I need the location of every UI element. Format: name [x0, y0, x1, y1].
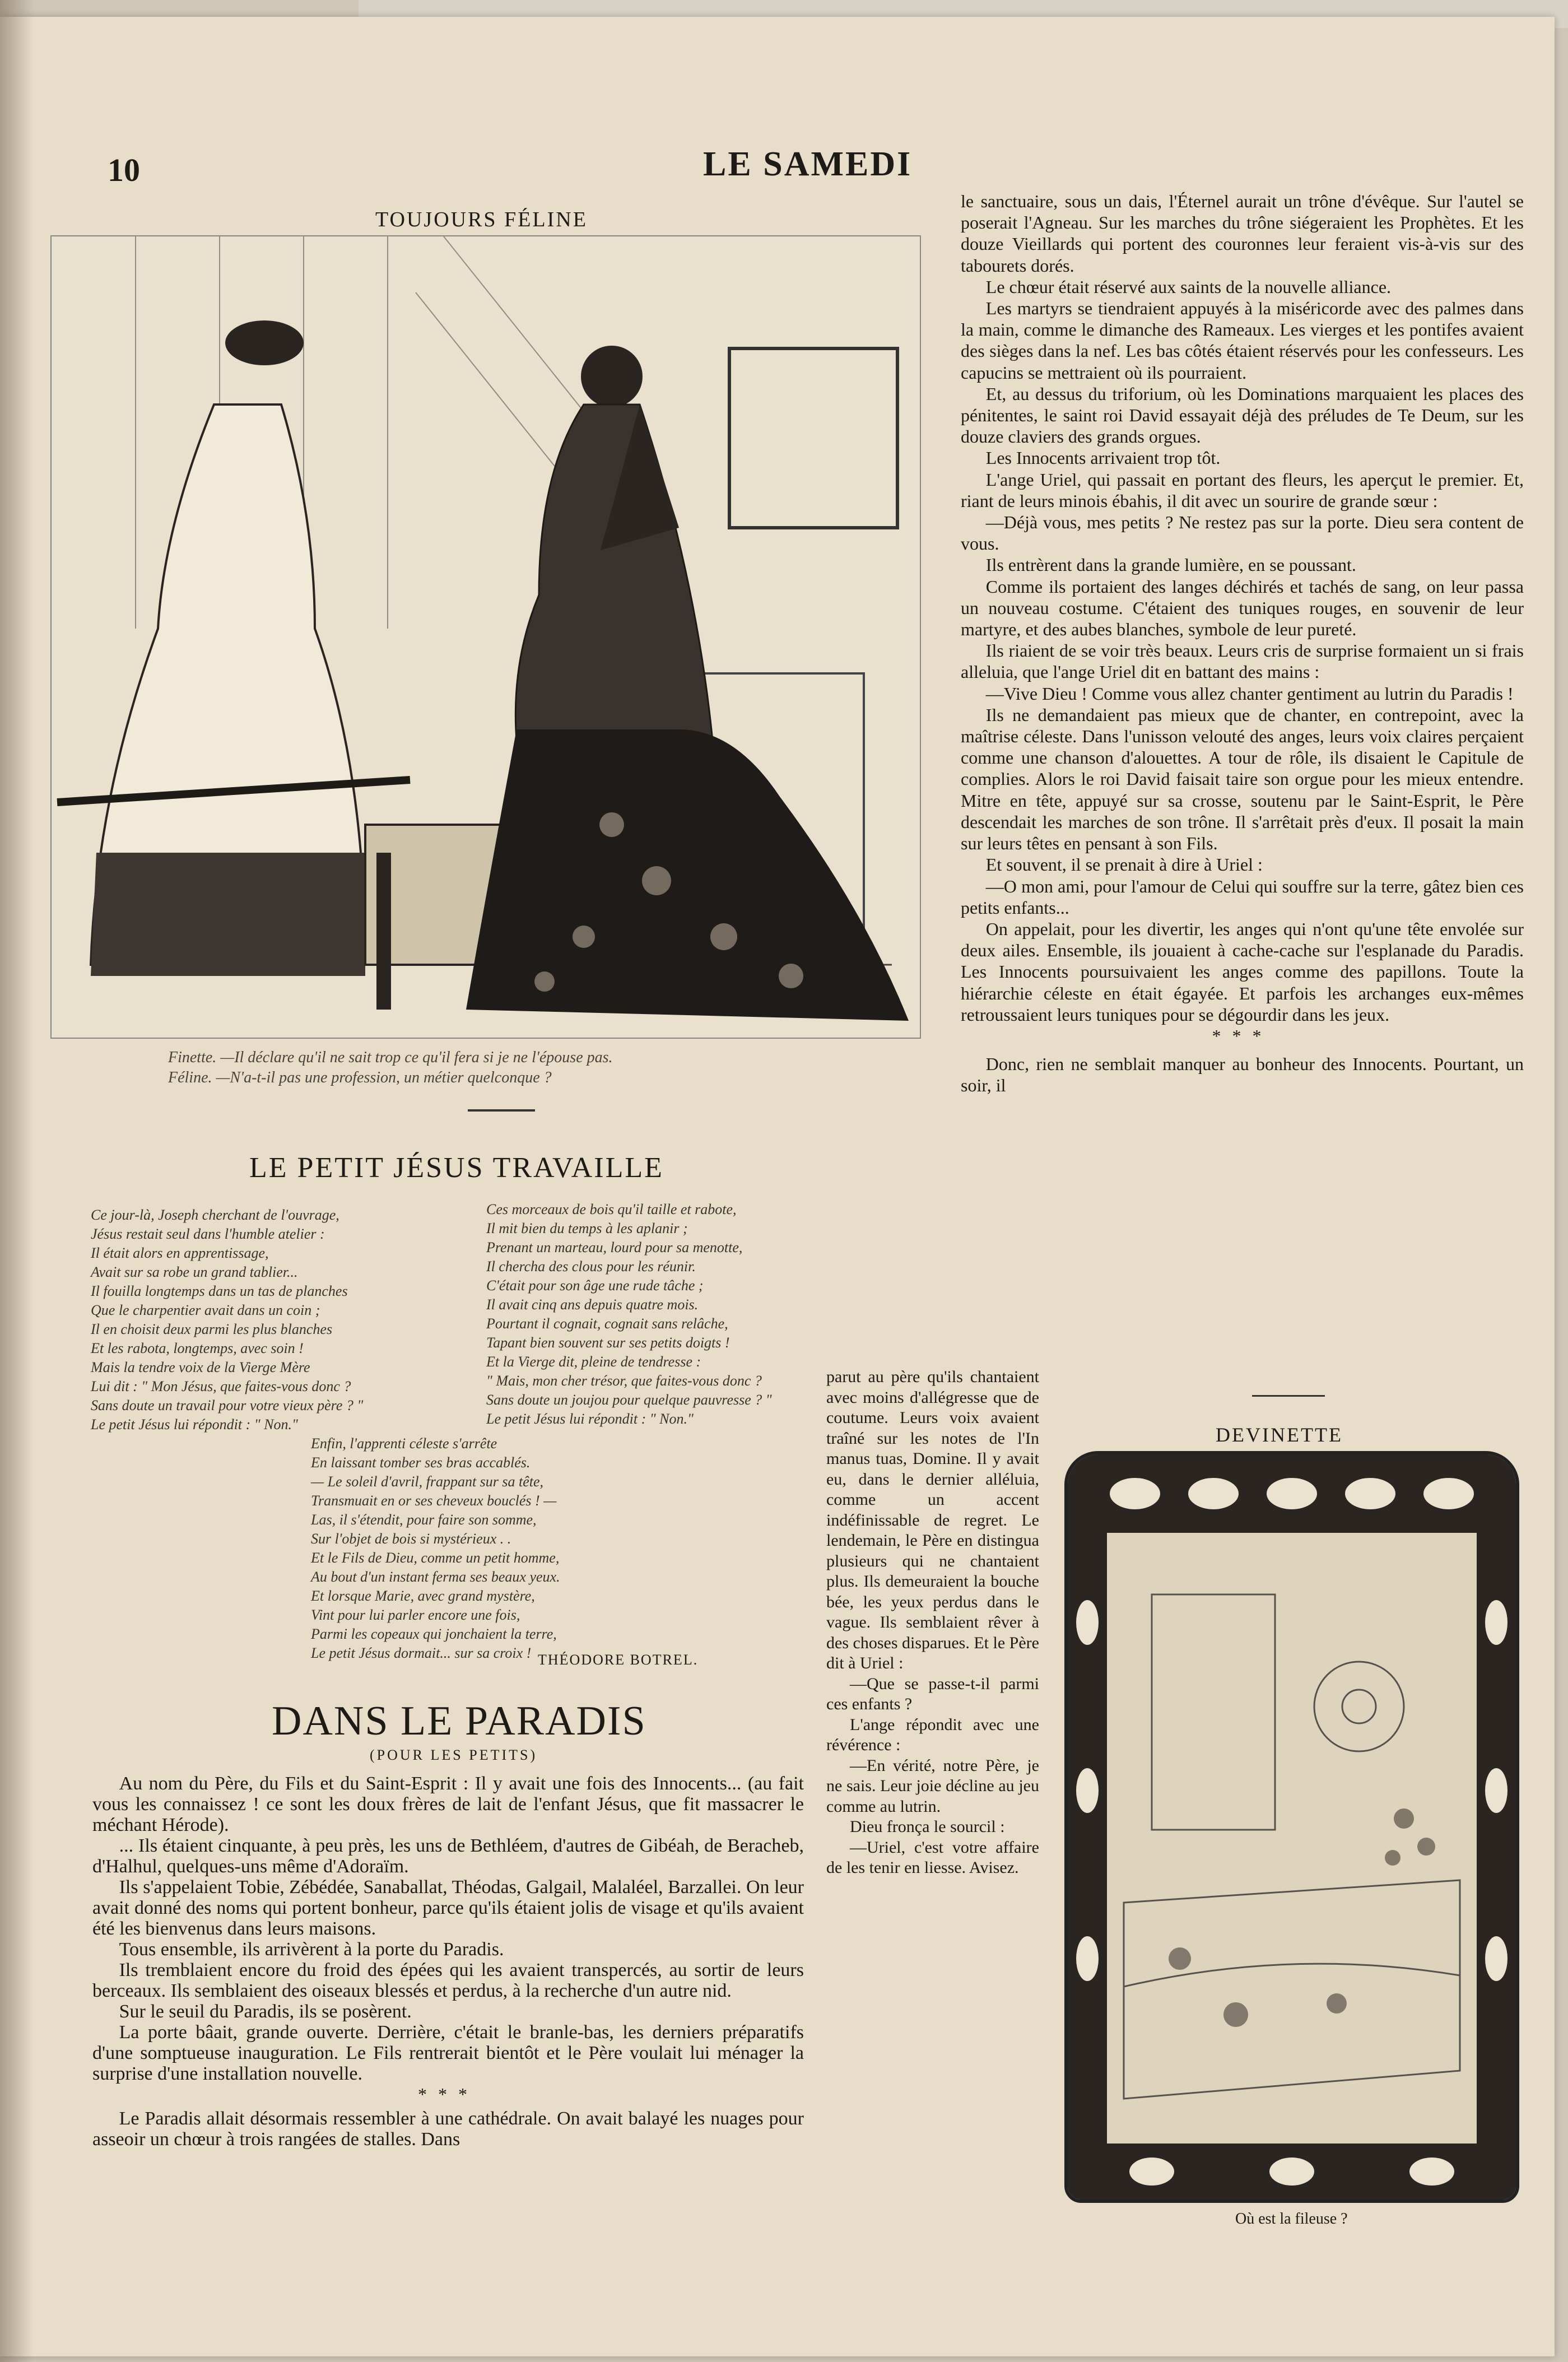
paragraph: —O mon ami, pour l'amour de Celui qui souffre sur la terre, gâtez bien ces petits enfants... — [961, 876, 1524, 918]
poem-title: LE PETIT JÉSUS TRAVAILLE — [249, 1152, 664, 1184]
paragraph: Le chœur était réservé aux saints de la nouvelle alliance. — [985, 276, 1392, 297]
paragraph: le sanctuaire, sous un dais, l'Éternel aurait un trône d'évêque. Sur l'autel se poserait l'Agneau. Sur les marches du trône siégeraient les Prophètes. Et les douze Vieillards qui portent des couronnes leur feraient vis-à-vis sur des tabourets dorés. — [961, 191, 1524, 276]
devinette-caption: Où est la fileuse ? — [1235, 2210, 1348, 2228]
paragraph: —Uriel, c'est votre affaire de les tenir en liesse. Avisez. — [826, 1838, 1039, 1877]
poem-signature: THÉODORE BOTREL. — [538, 1652, 699, 1668]
paragraph: parut au père qu'ils chantaient avec moins d'allégresse que de coutume. Leurs voix avaient traîné sur les notes de l'In manus tuas, Domine. Il y avait eu, dans le dernier alléluia, comme un accent indéfinissable de regret. Le lendemain, le Père en distingua plusieurs qui ne chantaient plus. Ils demeuraient la bouche bée, les yeux perdus dans le vague. Ils semblaient rêver à des choses disparues. Et le Père dit à Uriel : — [826, 1368, 1039, 1672]
paragraph: —En vérité, notre Père, je ne sais. Leur joie décline au jeu comme au lutrin. — [826, 1756, 1039, 1816]
poem-stanza-2: Ces morceaux de bois qu'il taille et rabote, Il mit bien du temps à les aplanir ; Prenant un marteau, lourd pour sa menotte, Il chercha des clous pour les réunir. C'était pour son âge une rude tâche ; Il avait cinq ans depuis quatre mois. Pourtant il cognait, cognait sans relâche, Tapant bien souvent sur ses petits doigts ! Et la Vierge dit, pleine de tendresse : " Mais, mon cher trésor, que faites-vous donc ? Sans doute un joujou pour quelque pauvresse ? " Le petit Jésus lui répondit : " Non." — [486, 1201, 772, 1427]
article-title: DANS LE PARADIS — [272, 1698, 646, 1744]
paragraph: Les martyrs se tiendraient appuyés à la miséricorde avec des palmes dans la main, comme le dimanche des Rameaux. Les vierges et les pontifes avaient des sièges dans la nef. Les bas côtés étaient réservés pour les confesseurs. Les capucins se mettraient où ils pourraient. — [961, 298, 1524, 383]
poem-stanza-3: Enfin, l'apprenti céleste s'arrête En laissant tomber ses bras accablés. — Le soleil d'avril, frappant sur sa tête, Transmuait en or ses cheveux bouclés ! — Las, il s'étendit, pour faire son somme, Sur l'objet de bois si mystérieux . . Et le Fils de Dieu, comme un petit homme, Au bout d'un instant ferma ses beaux yeux. Et lorsque Marie, avec grand mystère, Vint pour lui parler encore une fois, Parmi les copeaux qui jonchaient la terre, Le petit Jésus dormait... sur sa croix ! — [311, 1435, 560, 1661]
paragraph: —Déjà vous, mes petits ? Ne restez pas sur la porte. Dieu sera content de vous. — [961, 512, 1524, 554]
paragraph: Les Innocents arrivaient trop tôt. — [985, 448, 1221, 468]
article-subtitle: (POUR LES PETITS) — [370, 1747, 538, 1763]
newspaper-title: LE SAMEDI — [703, 145, 913, 183]
illustration-caption — [168, 1048, 840, 1088]
paragraph: Donc, rien ne semblait manquer au bonheur des Innocents. Pourtant, un soir, il — [961, 1054, 1524, 1096]
separator-line — [468, 1109, 535, 1112]
article-left-column — [92, 1773, 804, 2150]
page-edge-shadow — [0, 0, 34, 2362]
section-stars: *** — [418, 2084, 478, 2104]
devinette-title: DEVINETTE — [1216, 1424, 1343, 1446]
paragraph: L'ange répondit avec une révérence : — [826, 1715, 1039, 1754]
paragraph: Ils tremblaient encore du froid des épées qui les avaient transpercés, au sortir de leurs berceaux. Ils semblaient des oiseaux blessés et perdus, à la recherche d'un autre nid. — [92, 1960, 804, 2001]
paragraph: Sur le seuil du Paradis, ils se posèrent. — [119, 2001, 412, 2022]
paragraph: Le Paradis allait désormais ressembler à une cathédrale. On avait balayé les nuages pour asseoir un chœur à trois rangées de stalles. Dans — [92, 2108, 804, 2150]
section-stars: *** — [1212, 1025, 1273, 1046]
paragraph: Au nom du Père, du Fils et du Saint-Esprit : Il y avait une fois des Innocents... (au fait vous les connaissez ! ce sont les doux frères de lait de l'enfant Jésus, que fit massacrer le méchant Hérode). — [92, 1773, 804, 1835]
paragraph: L'ange Uriel, qui passait en portant des fleurs, les aperçut le premier. Et, riant de leurs minois ébahis, il dit avec un sourire de grande sœur : — [961, 469, 1524, 511]
paragraph: Et souvent, il se prenait à dire à Uriel : — [985, 854, 1263, 875]
illustration-title: TOUJOURS FÉLINE — [375, 208, 588, 231]
paragraph: Ils s'appelaient Tobie, Zébédée, Sanaballat, Théodas, Galgail, Malaléel, Barzallei. On leur avait donné des noms qui portent bonheur, parce qu'ils étaient jolis de visage et qu'ils avaient été les bienvenus dans leurs maisons. — [92, 1877, 804, 1939]
paragraph: —Vive Dieu ! Comme vous allez chanter gentiment au lutrin du Paradis ! — [985, 683, 1514, 704]
illustration-two-women — [50, 235, 921, 1039]
poem-stanza-1: Ce jour-là, Joseph cherchant de l'ouvrage, Jésus restait seul dans l'humble atelier : Il était alors en apprentissage, Avait sur sa robe un grand tablier... Il fouilla longtemps dans un tas de planches Que le charpentier avait dans un coin ; Il en choisit deux parmi les plus blanches Et les rabota, longtemps, avec soin ! Mais la tendre voix de la Vierge Mère Lui dit : " Mon Jésus, que faites-vous donc ? Sans doute un travail pour votre vieux père ? " Le petit Jésus lui répondit : " Non." — [91, 1207, 364, 1433]
paragraph: La porte bâait, grande ouverte. Derrière, c'était le branle-bas, les derniers préparatifs d'une somptueuse inauguration. Le Fils rentrerait bientôt et le Père voulait lui ménager la surprise d'une installation nouvelle. — [92, 2022, 804, 2084]
devinette-puzzle-illustration — [1064, 1451, 1519, 2203]
page-number: 10 — [108, 152, 140, 188]
article-right-column — [961, 190, 1524, 1096]
paragraph: Comme ils portaient des langes déchirés et tachés de sang, on leur passa un nouveau costume. C'étaient des tuniques rouges, en souvenir de leur martyre, et des aubes blanches, symbole de leur pureté. — [961, 576, 1524, 640]
paragraph: Ils entrèrent dans la grande lumière, en se poussant. — [985, 555, 1356, 575]
paragraph: On appelait, pour les divertir, les anges qui n'ont qu'une tête envolée sur deux ailes. Ensemble, ils jouaient à cache-cache sur l'esplanade du Paradis. Les Innocents poursuivaient les anges comme des papillons. Toute la hiérarchie céleste en était égayée. Et parfois les archanges eux-mêmes retroussaient leurs tuniques pour se dégourdir dans les jeux. — [961, 918, 1524, 1025]
paragraph: Tous ensemble, ils arrivèrent à la porte du Paradis. — [119, 1939, 504, 1960]
caption-line-feline: Féline. —N'a-t-il pas une profession, un métier quelconque ? — [168, 1069, 552, 1086]
paragraph: Et, au dessus du triforium, où les Dominations marquaient les places des pénitentes, le saint roi David essayait déjà des préludes de Te Deum, sur les douze claviers des grands orgues. — [961, 383, 1524, 447]
paragraph: Ils riaient de se voir très beaux. Leurs cris de surprise formaient un si frais alleluia, que l'ange Uriel dit en battant des mains : — [961, 640, 1524, 682]
caption-line-finette: Finette. —Il déclare qu'il ne sait trop ce qu'il fera si je ne l'épouse pas. — [168, 1049, 613, 1066]
paragraph: —Que se passe-t-il parmi ces enfants ? — [826, 1674, 1039, 1713]
paragraph: ... Ils étaient cinquante, à peu près, les uns de Bethléem, d'autres de Gibéah, de Beracheb, d'Halhul, quelques-uns même d'Adoraïm. — [92, 1835, 804, 1877]
paragraph: Dieu fronça le sourcil : — [850, 1817, 1005, 1836]
separator-line — [1252, 1395, 1325, 1397]
paragraph: Ils ne demandaient pas mieux que de chanter, en contrepoint, avec la maîtrise céleste. Dans l'unisson velouté des anges, leurs voix claires perçaient comme une chanson d'alouettes. A tour de rôle, ils disaient le Capitule de complies. Alors le roi David faisait taire son orgue pour les mieux entendre. Mitre en tête, appuyé sur sa crosse, soutenu par le Saint-Esprit, le Père descendait les marches de son trône. Il s'arrêtait près d'eux. Il posait la main sur leurs têtes en pensant à son Fils. — [961, 704, 1524, 854]
article-narrow-column — [826, 1367, 1039, 1879]
